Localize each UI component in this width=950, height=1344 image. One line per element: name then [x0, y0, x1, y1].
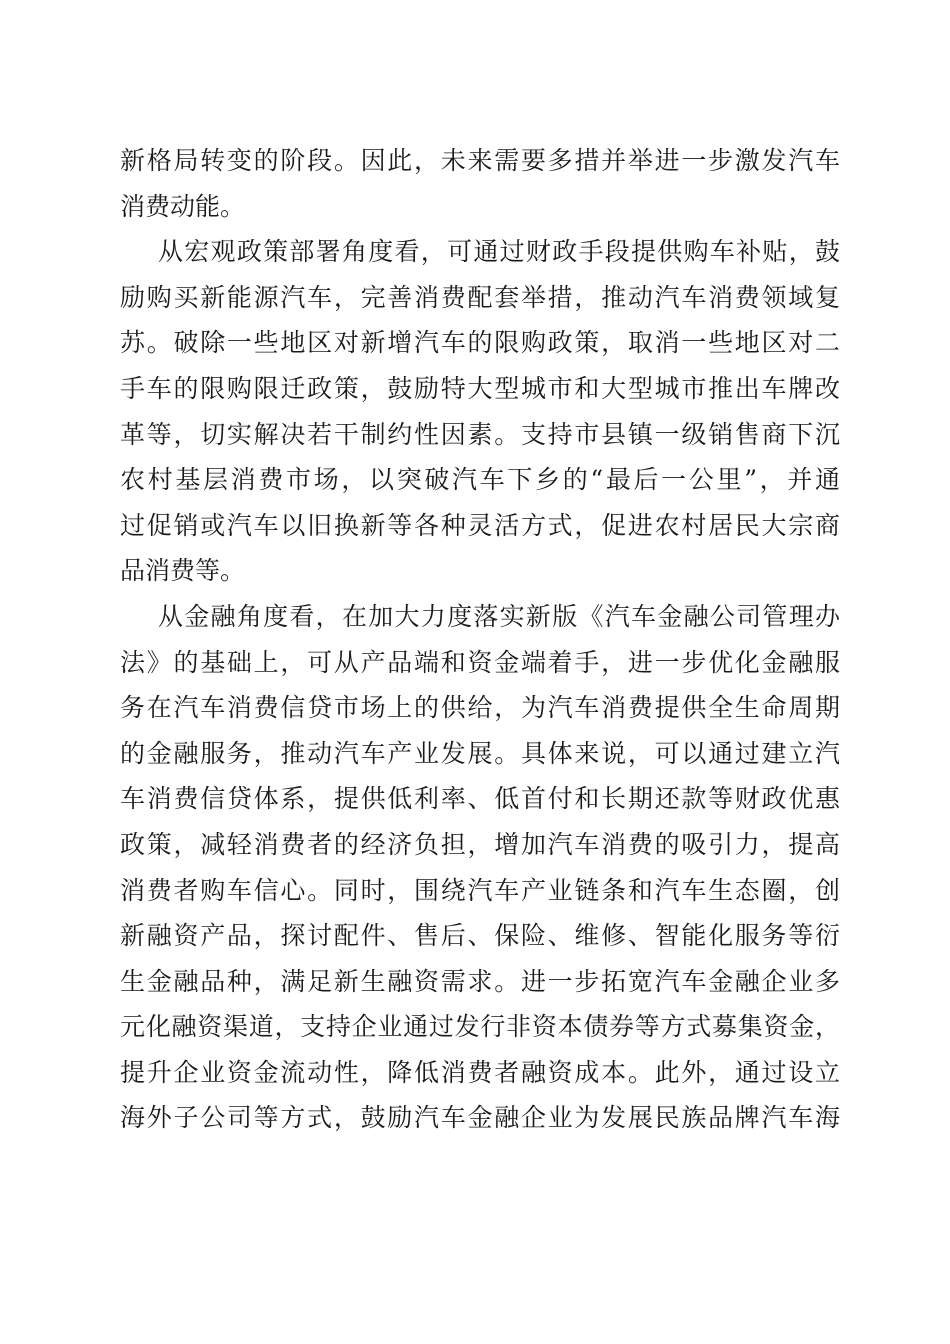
paragraph-1 [120, 138, 840, 229]
text-line: 革等，切实解决若干制约性因素。支持市县镇一级销售商下沉 [120, 419, 840, 449]
text-line: 农村基层消费市场，以突破汽车下乡的“最后一公里”，并通 [120, 465, 840, 495]
text-line: 从宏观政策部署角度看，可通过财政手段提供购车补贴，鼓 [158, 237, 840, 267]
text-line: 法》的基础上，可从产品端和资金端着手，进一步优化金融服 [120, 647, 840, 677]
text-line: 苏。破除一些地区对新增汽车的限购政策，取消一些地区对二 [120, 328, 840, 358]
text-line: 手车的限购限迁政策，鼓励特大型城市和大型城市推出车牌改 [120, 373, 840, 403]
text-line: 元化融资渠道，支持企业通过发行非资本债券等方式募集资金， [120, 1012, 840, 1042]
text-line: 提升企业资金流动性，降低消费者融资成本。此外，通过设立 [120, 1057, 840, 1087]
text-line: 励购买新能源汽车，完善消费配套举措，推动汽车消费领域复 [120, 282, 840, 312]
text-line: 车消费信贷体系，提供低利率、低首付和长期还款等财政优惠 [120, 784, 840, 814]
text-line: 消费者购车信心。同时，围绕汽车产业链条和汽车生态圈，创 [120, 875, 840, 905]
text-line: 新格局转变的阶段。因此，未来需要多措并举进一步激发汽车 [120, 146, 840, 175]
paragraph-2 [120, 229, 840, 594]
text-line: 的金融服务，推动汽车产业发展。具体来说，可以通过建立汽 [120, 738, 840, 768]
text-line: 品消费等。 [120, 556, 246, 586]
text-line: 新融资产品，探讨配件、售后、保险、维修、智能化服务等衍 [120, 921, 840, 951]
text-line: 政策，减轻消费者的经济负担，增加汽车消费的吸引力，提高 [120, 829, 840, 859]
text-line: 过促销或汽车以旧换新等各种灵活方式，促进农村居民大宗商 [120, 510, 840, 540]
text-line: 生金融品种，满足新生融资需求。进一步拓宽汽车金融企业多 [120, 966, 840, 996]
text-line: 消费动能。 [120, 191, 246, 221]
body-text [120, 138, 840, 1141]
text-line: 从金融角度看，在加大力度落实新版《汽车金融公司管理办 [158, 601, 840, 631]
paragraph-3 [120, 594, 840, 1141]
text-line: 务在汽车消费信贷市场上的供给，为汽车消费提供全生命周期 [120, 693, 840, 723]
text-line: 海外子公司等方式，鼓励汽车金融企业为发展民族品牌汽车海 [120, 1103, 840, 1133]
